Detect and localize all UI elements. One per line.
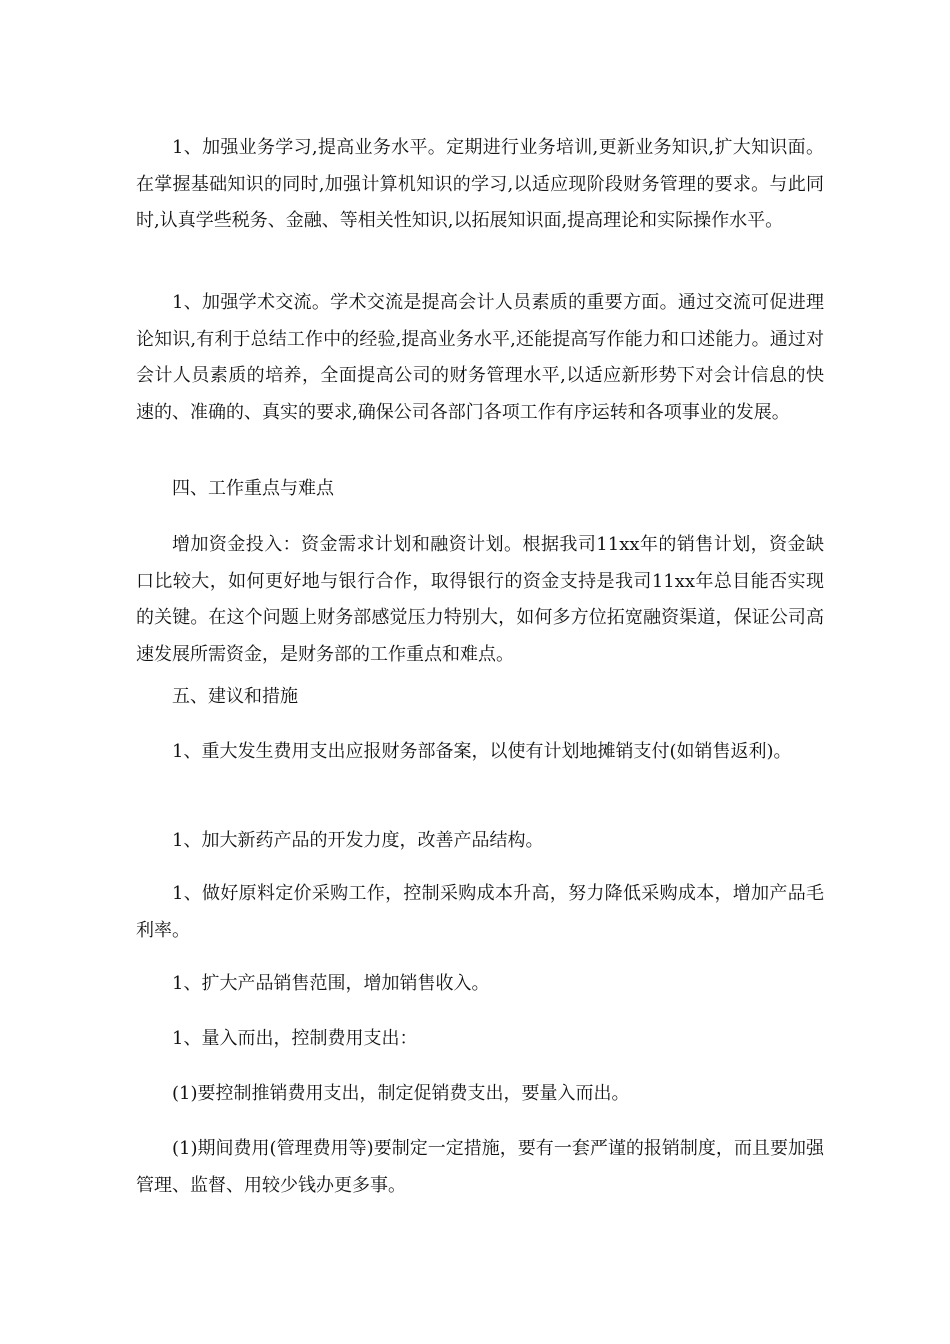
paragraph-academic-exchange: 1、加强学术交流。学术交流是提高会计人员素质的重要方面。通过交流可促进理论知识,有利于总结工作中的经验,提高业务水平,还能提高写作能力和口述能力。通过对会计人员素质的培养，全面提高公司的财务管理水平,以适应新形势下对会计信息的快速的、准确的、真实的要求,确保公司各部门各项工作有序运转和各项事业的发展。 [136, 292, 824, 423]
paragraph-study: 1、加强业务学习,提高业务水平。定期进行业务培训,更新业务知识,扩大知识面。在掌握基础知识的同时,加强计算机知识的学习,以适应现阶段财务管理的要求。与此同时,认真学些税务、金融、等相关性知识,以拓展知识面,提高理论和实际操作水平。 [136, 137, 824, 232]
section-heading-suggestions: 五、建议和措施 [172, 686, 298, 707]
paragraph-new-products: 1、加大新药产品的开发力度，改善产品结构。 [172, 830, 544, 851]
paragraph-procurement: 1、做好原料定价采购工作，控制采购成本升高，努力降低采购成本，增加产品毛利率。 [136, 883, 824, 941]
paragraph-expense-filing: 1、重大发生费用支出应报财务部备案，以使有计划地摊销支付(如销售返利)。 [172, 741, 792, 762]
paragraph-period-expense: (1)期间费用(管理费用等)要制定一定措施，要有一套严谨的报销制度，而且要加强管理、监督、用较少钱办更多事。 [136, 1138, 824, 1196]
paragraph-funding: 增加资金投入：资金需求计划和融资计划。根据我司11xx年的销售计划，资金缺口比较大，如何更好地与银行合作，取得银行的资金支持是我司11xx年总目能否实现的关键。在这个问题上财务部感觉压力特别大，如何多方位拓宽融资渠道，保证公司高速发展所需资金，是财务部的工作重点和难点。 [136, 534, 824, 665]
paragraph-expense-control: 1、量入而出，控制费用支出： [172, 1028, 418, 1049]
section-heading-focus-difficulties: 四、工作重点与难点 [172, 478, 334, 499]
paragraph-sales-range: 1、扩大产品销售范围，增加销售收入。 [172, 973, 490, 994]
paragraph-promotion-cost: (1)要控制推销费用支出，制定促销费支出，要量入而出。 [172, 1083, 630, 1104]
